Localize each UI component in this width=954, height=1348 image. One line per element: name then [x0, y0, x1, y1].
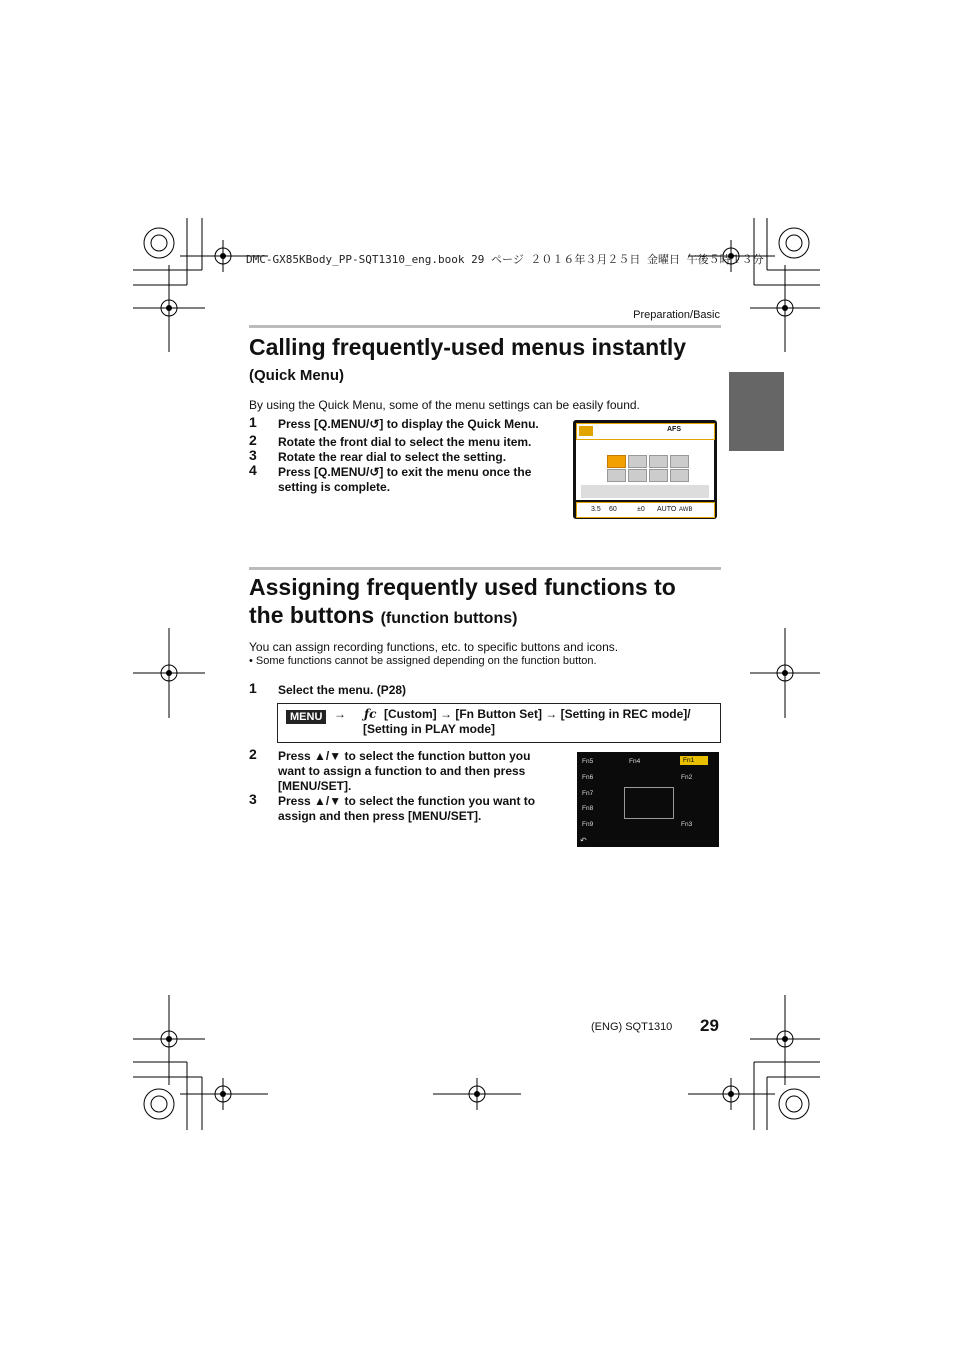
fn-label-selected: Fn1	[680, 756, 708, 765]
camera-outline	[624, 787, 674, 819]
option-cell	[670, 469, 689, 482]
section2-intro: You can assign recording functions, etc. to specific buttons and icons.	[249, 640, 619, 654]
menu-path-line2: [Setting in PLAY mode]	[363, 722, 496, 736]
section2-title-line2: the buttons	[249, 602, 375, 628]
option-cell	[628, 469, 647, 482]
fn-label: Fn8	[582, 805, 594, 812]
step-text: Select the menu. (P28)	[278, 683, 407, 697]
shutter-value: 60	[609, 506, 617, 513]
fn-label: Fn5	[582, 758, 594, 765]
section-label: Preparation/Basic	[633, 309, 720, 321]
step-text: Rotate the rear dial to select the setting.	[278, 450, 507, 464]
iso-value: AUTO	[657, 506, 677, 513]
step-number: 3	[249, 447, 257, 463]
quick-menu-top-bar	[576, 423, 715, 440]
quick-menu-bottom-bar	[576, 502, 715, 518]
menu-badge: MENU	[286, 710, 326, 724]
white-balance-value: AWB	[679, 507, 693, 513]
step-number: 2	[249, 432, 257, 448]
option-cell	[649, 455, 668, 468]
step-text: Press [Q.MENU/↺] to display the Quick Menu.	[278, 417, 539, 431]
option-cell	[628, 455, 647, 468]
option-cell	[607, 469, 626, 482]
step-text-line1: Press ▲/▼ to select the function button you	[278, 749, 531, 763]
section1-subtitle: (Quick Menu)	[249, 367, 345, 384]
mode-icon	[579, 426, 593, 436]
option-cell-selected	[607, 455, 626, 468]
section1-title: Calling frequently-used menus instantly	[249, 334, 687, 360]
step-text: Rotate the front dial to select the menu item.	[278, 435, 532, 449]
chapter-tab	[729, 372, 784, 451]
focus-mode-label: AFS	[667, 426, 681, 433]
arrow: →	[334, 707, 346, 721]
menu-path-box	[277, 703, 721, 743]
section2-title-line1: Assigning frequently used functions to	[249, 574, 676, 600]
step-number: 4	[249, 462, 257, 478]
option-cell	[670, 455, 689, 468]
step-text-line2: assign and then press [MENU/SET].	[278, 809, 482, 823]
menu-path-line1: [Custom] → [Fn Button Set] → [Setting in REC mode]/	[384, 707, 691, 721]
section2-note: • Some functions cannot be assigned depending on the function button.	[249, 655, 597, 667]
fn-label: Fn2	[681, 774, 693, 781]
option-cell	[649, 469, 668, 482]
back-icon: ↶	[580, 836, 587, 845]
fn-label: Fn7	[582, 790, 594, 797]
fn-button-screen	[577, 752, 719, 847]
page-number: 29	[700, 1016, 719, 1035]
step-number: 2	[249, 746, 257, 762]
section2-subtitle: (function buttons)	[380, 610, 518, 627]
custom-menu-icon: ƒc	[364, 707, 377, 721]
section-rule	[249, 567, 721, 570]
section1-intro: By using the Quick Menu, some of the menu settings can be easily found.	[249, 398, 640, 412]
step-number: 1	[249, 414, 257, 430]
fn-label: Fn3	[681, 821, 693, 828]
step-number: 3	[249, 791, 257, 807]
section-rule	[249, 325, 721, 328]
step-text-line2: setting is complete.	[278, 480, 391, 494]
print-header: DMC-GX85KBody_PP-SQT1310_eng.book 29 ページ ２０１６年３月２５日 金曜日 午後５時１３分	[246, 253, 764, 266]
exposure-value: ±0	[637, 506, 645, 513]
step-text-line3: [MENU/SET].	[278, 779, 352, 793]
section2-title	[249, 573, 721, 633]
quick-menu-screen	[573, 420, 717, 519]
step-text-line1: Press ▲/▼ to select the function you want to	[278, 794, 536, 808]
step-number: 1	[249, 680, 257, 696]
fn-label: Fn4	[629, 758, 641, 765]
option-description-bar	[581, 485, 709, 498]
fn-label: Fn9	[582, 821, 594, 828]
step-text-line1: Press [Q.MENU/↺] to exit the menu once the	[278, 465, 532, 479]
quick-menu-options	[576, 440, 714, 500]
footer-code: (ENG) SQT1310	[591, 1021, 673, 1033]
aperture-value: 3.5	[591, 506, 601, 513]
fn-label: Fn6	[582, 774, 594, 781]
step-text-line2: want to assign a function to and then press	[278, 764, 526, 778]
